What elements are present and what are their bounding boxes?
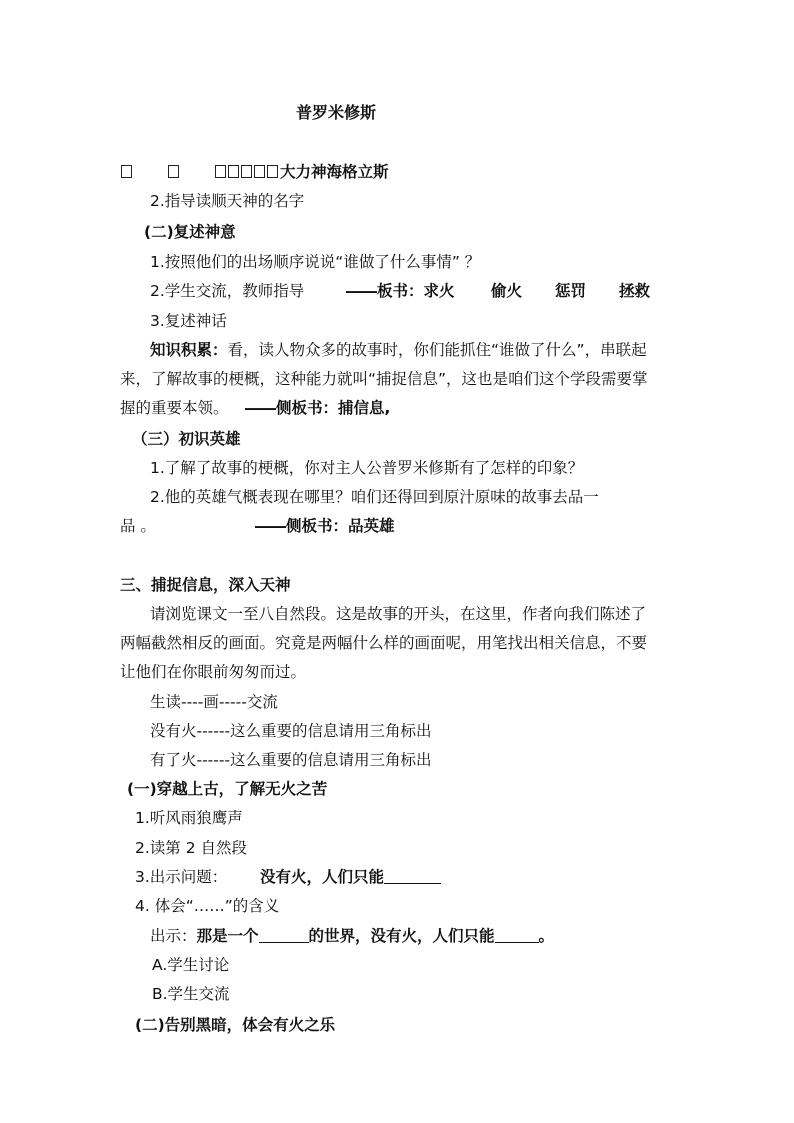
question-prompt xyxy=(260,867,441,887)
board-writing-1: ――板书：求火 xyxy=(346,282,455,300)
answer-blank xyxy=(259,928,309,943)
line-27: A.学生讨论 xyxy=(152,956,230,974)
line-9-text: 握的重要本领。 xyxy=(120,399,229,417)
missing-glyph-box xyxy=(121,165,132,178)
line-12: 2.他的英雄气概表现在哪里？咱们还得回到原汁原味的故事去品一 xyxy=(150,488,599,506)
line-25: 4. 体会“……”的含义 xyxy=(135,897,280,915)
line-19: 没有火------这么重要的信息请用三角标出 xyxy=(150,722,432,740)
side-board-1: ――侧板书：捕信息, xyxy=(245,399,391,417)
line-2: 2.指导读顺天神的名字 xyxy=(150,192,305,210)
side-board-2: ――侧板书：品英雄 xyxy=(255,517,395,535)
line-17: 让他们在你眼前匆匆而过。 xyxy=(120,663,307,681)
line-28: B.学生交流 xyxy=(152,985,230,1003)
line-5 xyxy=(150,281,304,301)
section-heading-3: 三、捕捉信息，深入天神 xyxy=(120,576,291,594)
subsection-heading-2: (二)告别黑暗，体会有火之乐 xyxy=(135,1016,336,1034)
missing-glyph-box xyxy=(241,165,252,178)
line-9 xyxy=(120,398,229,418)
board-word-3: 惩罚 xyxy=(555,282,587,300)
section-heading-hero: （三）初识英雄 xyxy=(132,430,241,448)
board-word-2: 偷火 xyxy=(491,282,523,300)
line-5-text: 2.学生交流，教师指导 xyxy=(150,282,305,300)
question-text: 没有火，人们只能 xyxy=(260,868,385,886)
missing-glyph-box xyxy=(267,165,278,178)
line-26-end: 。 xyxy=(538,927,555,945)
line-1 xyxy=(121,162,389,182)
answer-blank xyxy=(495,928,539,943)
line-26 xyxy=(150,926,554,946)
line-7 xyxy=(150,340,647,360)
line-16: 两幅截然相反的画面。究竟是两幅什么样的画面呢，用笔找出相关信息，不要 xyxy=(120,634,648,652)
missing-glyph-box xyxy=(215,165,226,178)
section-heading-retell: (二)复述神意 xyxy=(144,223,236,241)
line-7-text: 看，读人物众多的故事时，你们能抓住“谁做了什么”，串联起 xyxy=(227,341,647,359)
knowledge-label: 知识积累： xyxy=(150,341,228,359)
line-26-bold-2: 的世界，没有火，人们只能 xyxy=(308,927,495,945)
board-word-4: 拯救 xyxy=(619,282,651,300)
line-20: 有了火------这么重要的信息请用三角标出 xyxy=(150,751,432,769)
missing-glyph-box xyxy=(228,165,239,178)
document-title: 普罗米修斯 xyxy=(296,103,377,122)
line-26-bold-1: 那是一个 xyxy=(196,927,259,945)
line-22: 1.听风雨狼鹰声 xyxy=(135,809,243,827)
answer-blank xyxy=(384,869,441,884)
line-4: 1.按照他们的出场顺序说说“谁做了什么事情” ？ xyxy=(150,253,481,271)
line-13: 品 。 xyxy=(120,517,156,535)
missing-glyph-box xyxy=(254,165,265,178)
line-8: 来，了解故事的梗概，这种能力就叫“捕捉信息”，这也是咱们这个学段需要掌 xyxy=(120,370,648,388)
line-18: 生读----画-----交流 xyxy=(150,693,278,711)
line-15: 请浏览课文一至八自然段。这是故事的开头，在这里，作者向我们陈述了 xyxy=(150,605,647,623)
line-6: 3.复述神话 xyxy=(150,312,227,330)
line-1-text: 大力神海格立斯 xyxy=(280,163,389,181)
missing-glyph-box xyxy=(168,165,179,178)
line-24: 3.出示问题： xyxy=(135,868,228,886)
line-26-text: 出示： xyxy=(150,927,197,945)
subsection-heading-1: (一)穿越上古，了解无火之苦 xyxy=(127,780,328,798)
line-11: 1.了解了故事的梗概，你对主人公普罗米修斯有了怎样的印象？ xyxy=(150,459,584,477)
line-23: 2.读第 2 自然段 xyxy=(135,839,248,857)
